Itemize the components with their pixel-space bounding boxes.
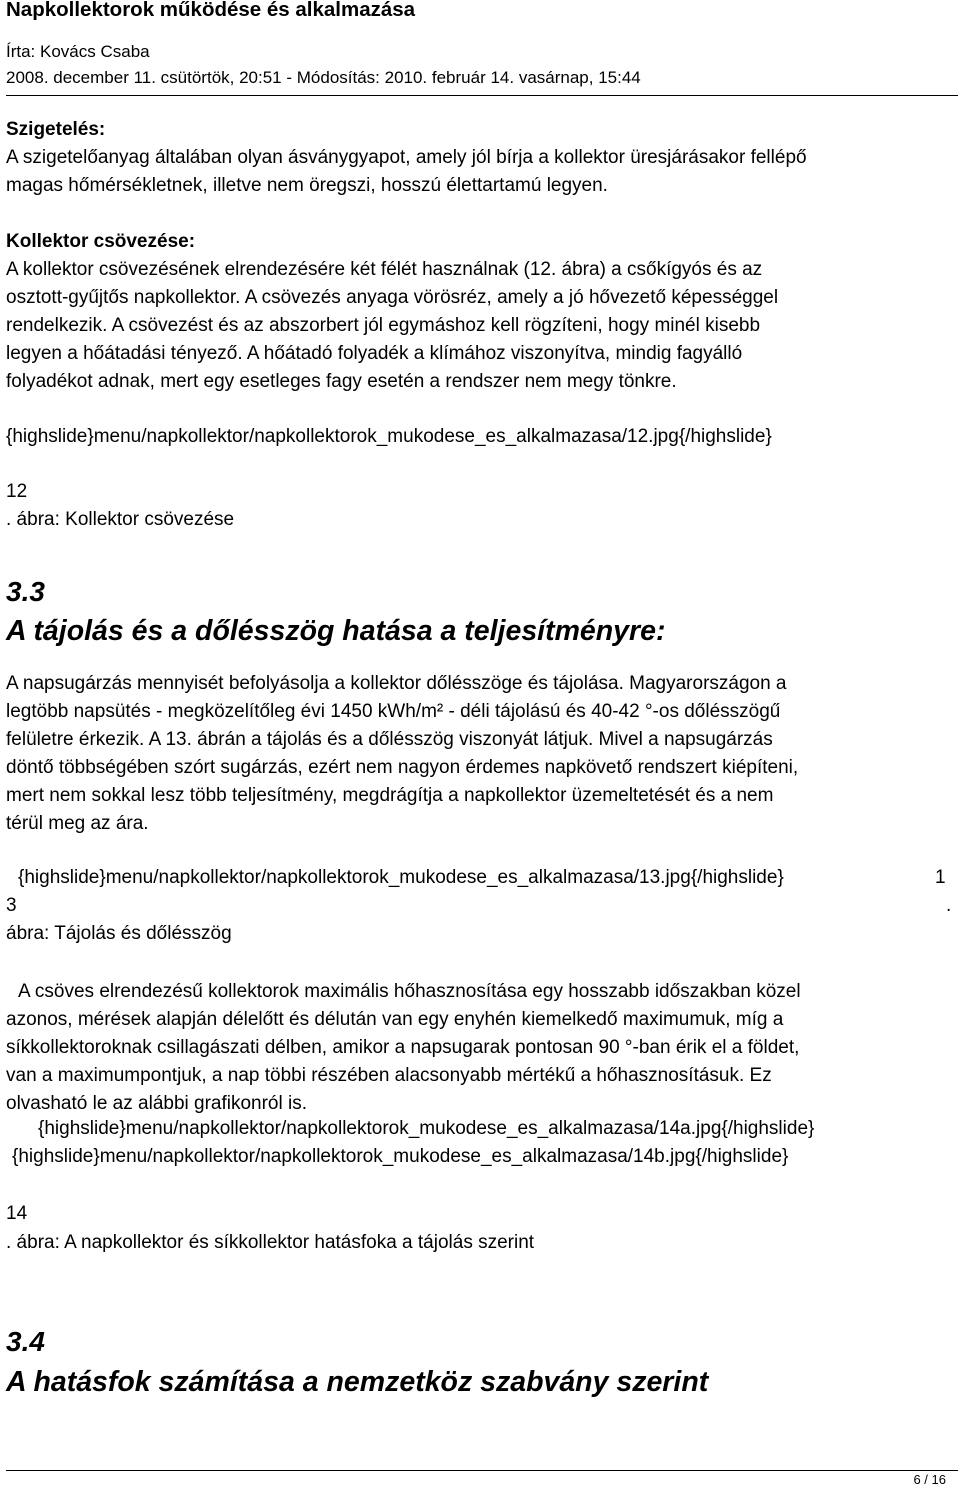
paragraph-line: van a maximumpontjuk, a nap többi részében alacsonyabb mértékű a hőhasznosításuk. Ez bbox=[6, 1065, 772, 1086]
document-title: Napkollektorok működése és alkalmazása bbox=[6, 0, 416, 21]
figure-13-number-b: 3 bbox=[6, 895, 17, 916]
author-line: Írta: Kovács Csaba bbox=[6, 42, 150, 61]
highslide-14b: {highslide}menu/napkollektor/napkollektorok_mukodese_es_alkalmazasa/14b.jpg{/highslide} bbox=[12, 1146, 789, 1167]
insulation-line: magas hőmérsékletnek, illetve nem öregszi, hosszú élettartamú legyen. bbox=[6, 175, 608, 196]
section-3-3-number: 3.3 bbox=[6, 576, 45, 607]
paragraph-line: A napsugárzás mennyisét befolyásolja a kollektor dőlésszöge és tájolása. Magyarországon a bbox=[6, 673, 787, 694]
figure-12-number: 12 bbox=[6, 481, 28, 502]
highslide-12: {highslide}menu/napkollektor/napkollektorok_mukodese_es_alkalmazasa/12.jpg{/highslide} bbox=[6, 426, 772, 447]
figure-13-number-a: 1 bbox=[935, 867, 946, 888]
figure-12-caption: . ábra: Kollektor csövezése bbox=[6, 509, 235, 530]
section-3-3-title: A tájolás és a dőlésszög hatása a teljesítményre: bbox=[6, 615, 666, 647]
header-divider bbox=[6, 95, 958, 96]
insulation-label: Szigetelés: bbox=[6, 119, 106, 140]
piping-section bbox=[6, 228, 956, 396]
piping-line: rendelkezik. A csövezést és az abszorbert jól egymáshoz kell rögzíteni, hogy minél kisebb bbox=[6, 315, 761, 336]
paragraph-line: felületre érkezik. A 13. ábrán a tájolás és a dőlésszög viszonyát látjuk. Mivel a napsugárzás bbox=[6, 729, 773, 750]
footer-divider bbox=[6, 1470, 958, 1471]
section-3-4-number: 3.4 bbox=[6, 1326, 45, 1357]
insulation-section bbox=[6, 116, 956, 200]
figure-13-caption: ábra: Tájolás és dőlésszög bbox=[6, 923, 232, 944]
date-line: 2008. december 11. csütörtök, 20:51 - Módosítás: 2010. február 14. vasárnap, 15:44 bbox=[6, 68, 641, 87]
paragraph-line: térül meg az ára. bbox=[6, 813, 149, 834]
paragraph-line: olvasható le az alábbi grafikonról is. bbox=[6, 1093, 308, 1114]
collector-efficiency-paragraph bbox=[6, 978, 956, 1118]
paragraph-line: A csöves elrendezésű kollektorok maximális hőhasznosítása egy hosszabb időszakban közel bbox=[18, 981, 801, 1002]
paragraph-line: legtöbb napsütés - megközelítőleg évi 1450 kWh/m² - déli tájolású és 40-42 °-os dőlésszögű bbox=[6, 701, 781, 722]
piping-line: A kollektor csövezésének elrendezésére két félét használnak (12. ábra) a csőkígyós és az bbox=[6, 259, 763, 280]
piping-label: Kollektor csövezése: bbox=[6, 231, 196, 252]
paragraph-line: azonos, mérések alapján délelőtt és délután van egy enyhén kiemelkedő maximumuk, míg a bbox=[6, 1009, 784, 1030]
figure-13-dot: . bbox=[946, 895, 952, 916]
paragraph-line: síkkollektoroknak csillagászati délben, amikor a napsugarak pontosan 90 °-ban érik el a földet, bbox=[6, 1037, 800, 1058]
paragraph-line: mert nem sokkal lesz több teljesítmény, megdrágítja a napkollektor üzemeltetését és a nem bbox=[6, 785, 774, 806]
piping-line: osztott-gyűjtős napkollektor. A csövezés anyaga vörösréz, amely a jó hővezető képességgel bbox=[6, 287, 779, 308]
piping-line: legyen a hőátadási tényező. A hőátadó folyadék a klímához viszonyítva, mindig fagyálló bbox=[6, 343, 743, 364]
page-number: 6 / 16 bbox=[913, 1472, 946, 1487]
section-3-3-paragraph bbox=[6, 670, 956, 838]
highslide-13: {highslide}menu/napkollektor/napkollektorok_mukodese_es_alkalmazasa/13.jpg{/highslide} bbox=[18, 867, 784, 888]
section-3-4-title: A hatásfok számítása a nemzetköz szabvány szerint bbox=[6, 1366, 709, 1398]
insulation-line: A szigetelőanyag általában olyan ásványgyapot, amely jól bírja a kollektor üresjárásakor fellépő bbox=[6, 147, 807, 168]
paragraph-line: döntő többségében szórt sugárzás, ezért nem nagyon érdemes napkövető rendszert kiépíteni, bbox=[6, 757, 799, 778]
highslide-14a: {highslide}menu/napkollektor/napkollektorok_mukodese_es_alkalmazasa/14a.jpg{/highslide} bbox=[38, 1118, 815, 1139]
figure-14-caption: . ábra: A napkollektor és síkkollektor hatásfoka a tájolás szerint bbox=[6, 1232, 535, 1253]
piping-line: folyadékot adnak, mert egy esetleges fagy esetén a rendszer nem megy tönkre. bbox=[6, 371, 677, 392]
figure-14-number: 14 bbox=[6, 1203, 28, 1224]
